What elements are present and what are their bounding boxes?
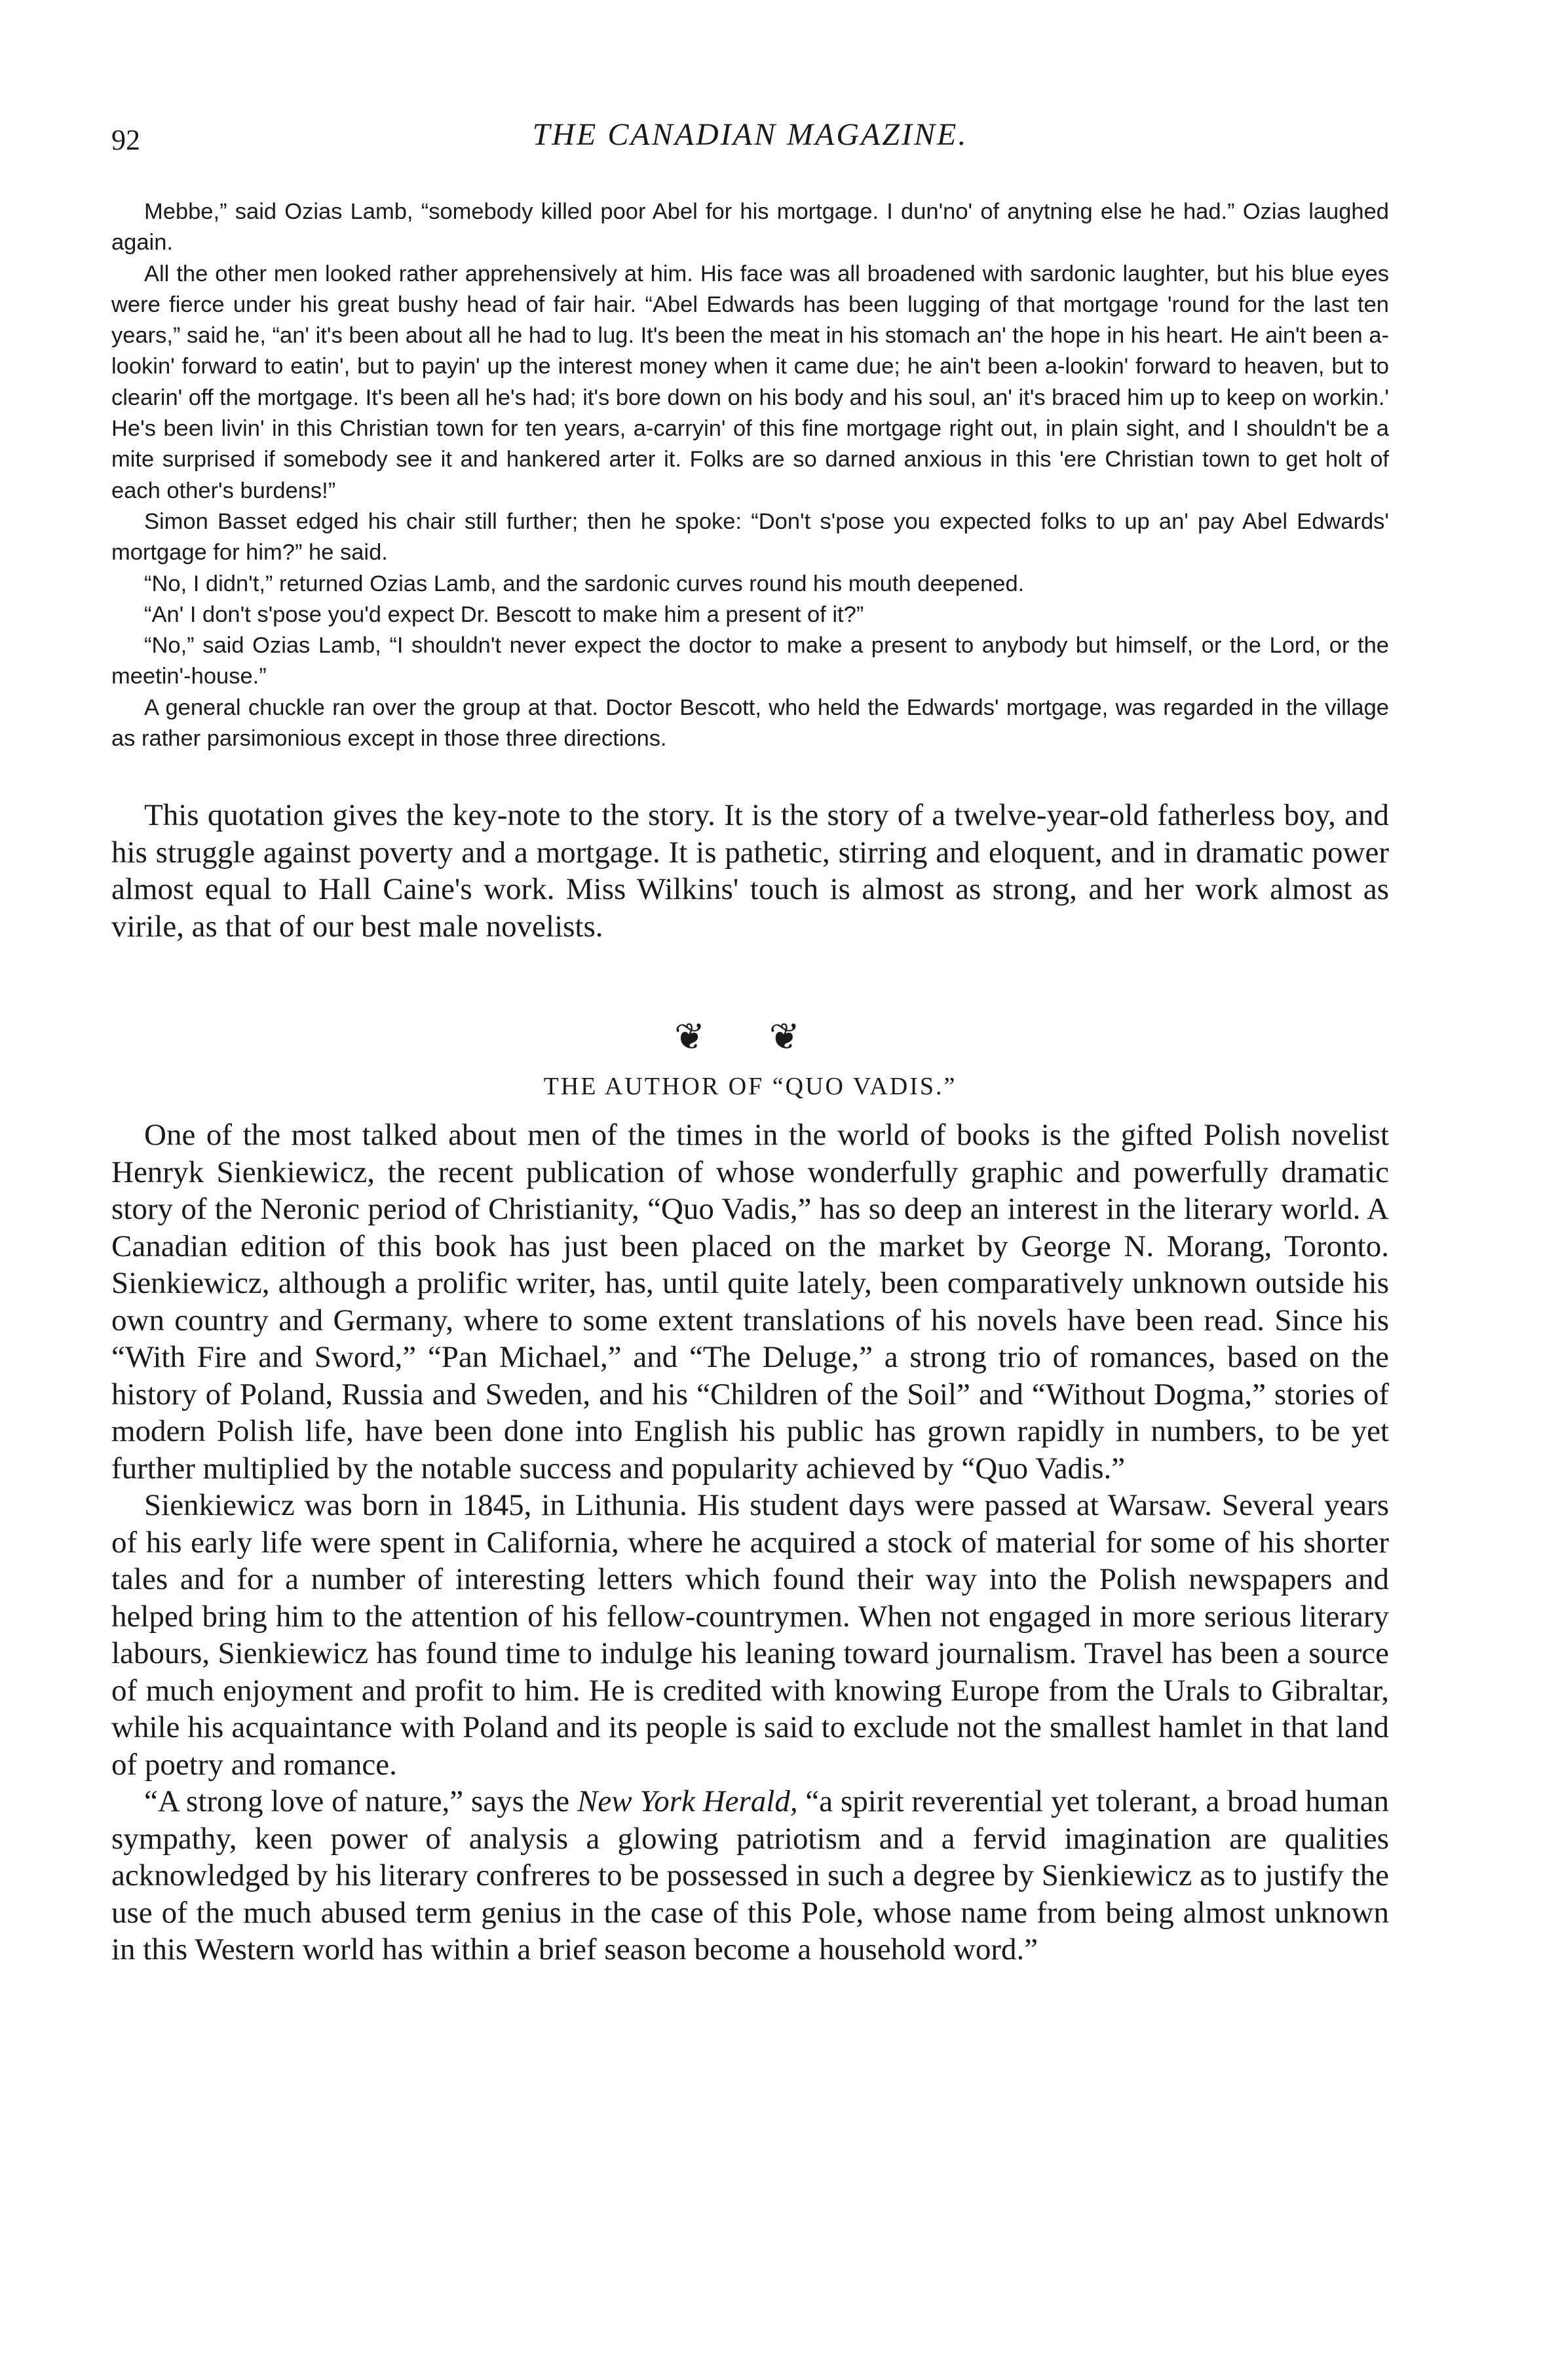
quote-paragraph: “No, I didn't,” returned Ozias Lamb, and the sardonic curves round his mouth deepened. [144, 571, 1025, 596]
newspaper-title: New York Herald, [577, 1784, 798, 1818]
page-number: 92 [111, 124, 140, 156]
article-paragraph: Sienkiewicz was born in 1845, in Lithunia. His student days were passed at Warsaw. Several years of his early life were spent in California, where he acquired a stock of material for some of his shorter tales and for a number of interesting letters which found their way into the Polish newspapers and helped bring him to the attention of his fellow-countrymen. When not engaged in more serious literary labours, Sienkiewicz has found time to indulge his leaning toward journalism. Travel has been a source of much enjoyment and profit to him. He is credited with knowing Europe from the Urals to Gibraltar, while his acquaintance with Poland and its people is said to exclude not the smallest hamlet in that land of poetry and romance. [111, 1488, 1389, 1782]
article-body [111, 1117, 1389, 1968]
page-header [111, 117, 1389, 163]
quote-rest: “a spirit reverential yet tolerant, a broad human sympathy, keen power of analysis a glowing patriotism and a fervid imagination are qualities acknowledged by his literary confreres to be possessed in such a degree by Sienkiewicz as to justify the use of the much abused term genius in the case of this Pole, whose name from being almost unknown in this Western world has within a brief season become a household word.” [111, 1784, 1389, 1967]
quote-paragraph: All the other men looked rather apprehensively at him. His face was all broadened with sardonic laughter, but his blue eyes were fierce under his great bushy head of fair hair. “Abel Edwards has been lugging of that mortgage 'round for the last ten years,” said he, “an' it's been about all he had to lug. It's been the meat in his stomach an' the hope in his heart. He ain't been a-lookin' forward to eatin', but to payin' up the interest money when it came due; he ain't been a-lookin' forward to heaven, but to clearin' off the mortgage. It's been all he's had; it's bore down on his body and his soul, an' it's braced him up to keep on workin.' He's been livin' in this Christian town for ten years, a-carryin' of this fine mortgage right out, in plain sight, and I shouldn't be a mite surprised if somebody see it and hankered arter it. Folks are so darned anxious in this 'ere Christian town to get holt of each other's burdens!” [111, 261, 1389, 503]
quote-paragraph: “An' I don't s'pose you'd expect Dr. Bescott to make him a present of it?” [144, 602, 864, 627]
quote-paragraph: A general chuckle ran over the group at that. Doctor Bescott, who held the Edwards' mortgage, was regarded in the village as rather parsimonious except in those three directions. [111, 695, 1389, 752]
review-commentary [111, 797, 1389, 945]
section-heading: THE AUTHOR OF “QUO VADIS.” [543, 1073, 957, 1100]
quote-paragraph: “No,” said Ozias Lamb, “I shouldn't never expect the doctor to make a present to anybody but himself, or the Lord, or the meetin'-house.” [111, 633, 1389, 689]
magazine-page [111, 0, 1389, 2380]
running-title: THE CANADIAN MAGAZINE. [532, 117, 968, 152]
quote-paragraph: Simon Basset edged his chair still further; then he spoke: “Don't s'pose you expected folks to up an' pay Abel Edwards' mortgage for him?” he said. [111, 509, 1389, 566]
commentary-paragraph: This quotation gives the key-note to the story. It is the story of a twelve-year-old fatherless boy, and his struggle against poverty and a mortgage. It is pathetic, stirring and eloquent, and in dramatic power almost equal to Hall Caine's work. Miss Wilkins' touch is almost as strong, and her work almost as virile, as that of our best male novelists. [111, 798, 1389, 944]
quote-paragraph: Mebbe,” said Ozias Lamb, “somebody killed poor Abel for his mortgage. I dun'no' of anytning else he had.” Ozias laughed again. [111, 199, 1389, 256]
quoted-excerpt [111, 197, 1389, 754]
quote-lead: “A strong love of nature,” says the [144, 1784, 577, 1818]
article-paragraph [111, 1783, 1389, 1968]
article-paragraph: One of the most talked about men of the times in the world of books is the gifted Polish novelist Henryk Sienkiewicz, the recent publication of whose wonderfully graphic and powerfully dramatic story of the Neronic period of Christianity, “Quo Vadis,” has so deep an interest in the literary world. A Canadian edition of this book has just been placed on the market by George N. Morang, Toronto. Sienkiewicz, although a prolific writer, has, until quite lately, been comparatively unknown outside his own country and Germany, where to some extent translations of his novels have been read. Since his “With Fire and Sword,” “Pan Michael,” and “The Deluge,” a strong trio of romances, based on the history of Poland, Russia and Sweden, and his “Children of the Soil” and “Without Dogma,” stories of modern Polish life, have been done into English his public has grown rapidly in numbers, to be yet further multiplied by the notable success and popularity achieved by “Quo Vadis.” [111, 1118, 1389, 1486]
section-ornament: ❦ ❦ [674, 1016, 826, 1058]
